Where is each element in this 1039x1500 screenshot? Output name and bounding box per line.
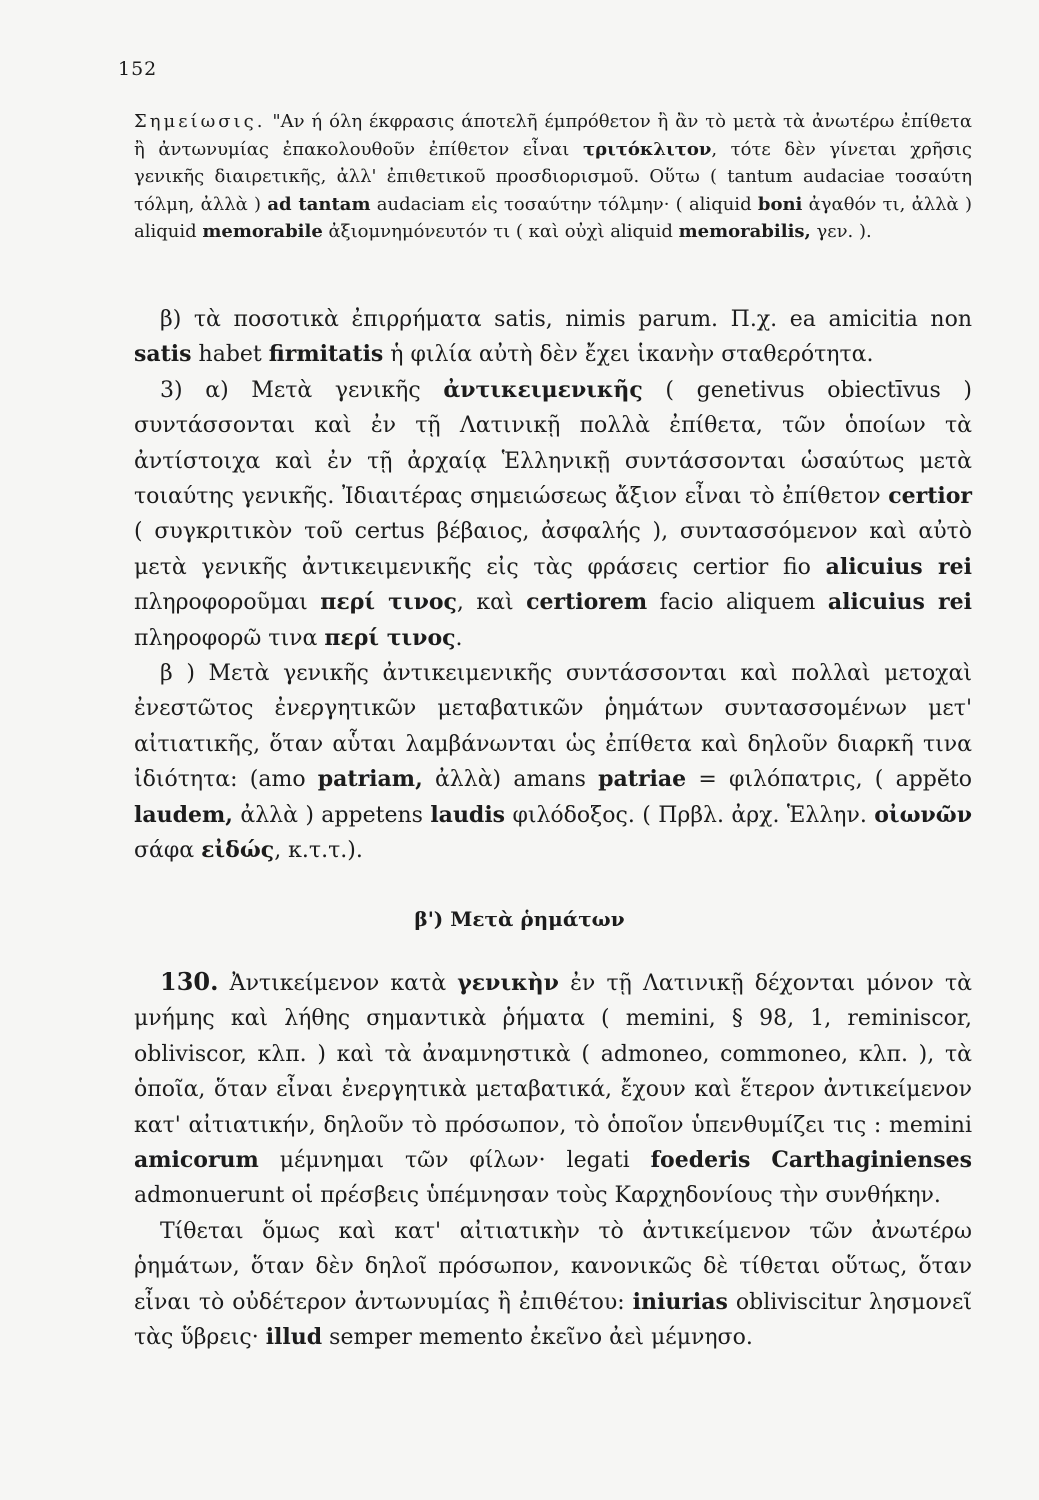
section-number: 130. [160, 967, 219, 996]
bold-term: οἰωνῶν [874, 801, 972, 828]
paragraph-accusative-object [134, 1214, 972, 1356]
text-run: β) τὰ ποσοτικὰ ἐπιρρήματα satis, nimis parum. Π.χ. ea amicitia non [160, 307, 972, 332]
text-run: "Αν ή όλη έκφρασις άποτελῆ έμπρόθετον ἢ ἂν τὸ μετὰ τὰ ἀνωτέρω ἐπίθετα ἢ ἀντωνυμίας ἐπακολουθοῦν ἐπίθετον εἶναι [134, 111, 972, 160]
note-label: Σημείωσις. [134, 111, 266, 132]
text-run: σάφα [134, 838, 202, 864]
paragraph-130 [134, 964, 972, 1214]
bold-term: γενικὴν [457, 970, 559, 996]
bold-term: foederis [650, 1147, 751, 1174]
bold-term: Carthaginienses [771, 1147, 972, 1174]
text-run: = φιλόπατρις, ( appĕto [686, 767, 972, 793]
bold-term: patriam, [317, 766, 423, 793]
paragraph-3a-objective-genitive [134, 373, 972, 656]
bold-term: patriae [598, 766, 687, 793]
text-run: ( genetivus obiectīvus ) συντάσσονται καὶ ἐν τῇ Λατινικῇ πολλὰ ἐπίθετα, τῶν ὁποίων τὰ ἀντίστοιχα καὶ ἐν τῇ ἀρχαίᾳ Ἑλληνικῇ συντάσσονται ὡσαύτως μετὰ τοιαύτης γενικῆς. Ἰδιαιτέρας σημειώσεως ἄξιον εἶναι τὸ ἐπίθετον [134, 377, 972, 510]
bold-term: satis [134, 341, 192, 368]
section-heading: β') Μετὰ ῥημάτων [414, 907, 625, 931]
text-run: μέμνημαι τῶν φίλων· legati [258, 1148, 651, 1174]
text-run: . [455, 625, 463, 651]
bold-term: memorabilis, [678, 221, 811, 242]
text-run: semper memento ἐκεῖνο ἀεὶ μέμνησο. [322, 1325, 753, 1351]
text-run: ἀλλὰ) amans [422, 767, 599, 793]
bold-term: εἰδώς [201, 837, 275, 864]
text-run: ἐν τῇ Λατινικῇ δέχονται μόνον τὰ μνήμης καὶ λήθης σημαντικὰ ῥήματα ( memini, § 98, 1, reminiscor, obliviscor, κλπ. ) καὶ τὰ ἀναμνηστικὰ ( admoneo, commoneo, κλπ. ), τὰ ὁποῖα, ὅταν εἶναι ἐνεργητικὰ μεταβατικά, ἔχουν καὶ ἕτερον ἀντικείμενον κατ' αἰτιατικήν, δηλοῦν τὸ πρόσωπον, τὸ ὁποῖον ὑπενθυμίζει τις : memini [134, 971, 972, 1138]
bold-term: certiorem [526, 589, 648, 616]
text-run: , κ.τ.τ.). [274, 838, 363, 864]
text-run [750, 1148, 771, 1173]
bold-term: περί τινος [324, 624, 456, 651]
bold-term: certior [888, 483, 972, 510]
bold-term: illud [265, 1324, 323, 1351]
text-run: admonuerunt οἱ πρέσβεις ὑπέμνησαν τοὺς Καρχηδονίους τὴν συνθήκην. [134, 1183, 941, 1209]
bold-term: firmitatis [268, 341, 384, 368]
text-run: πληροφορῶ τινα [134, 625, 325, 651]
bold-term: boni [757, 193, 803, 215]
main-text-lower [134, 964, 972, 1355]
text-run: ἀγαθόν τι, ἀλλὰ ) aliquid [134, 193, 972, 242]
text-run: facio aliquem [647, 590, 828, 616]
text-run: Ἀντικείμενον κατὰ [218, 971, 458, 996]
bold-term: laudem, [134, 801, 233, 828]
text-run: ἀξιομνημόνευτόν τι ( καὶ οὐχὶ aliquid [322, 221, 679, 242]
bold-term: ad tantam [267, 193, 371, 215]
text-run: ἀλλὰ ) appetens [232, 802, 431, 828]
paragraph-3b-participles [134, 656, 972, 868]
bold-term: laudis [430, 801, 506, 828]
bold-term: τριτόκλιτον [582, 138, 712, 160]
bold-term: alicuius rei [827, 589, 973, 616]
text-run: ( συγκριτικὸν τοῦ certus βέβαιος, ἀσφαλής ), συντασσόμενον καὶ αὐτὸ μετὰ γενικῆς ἀντικειμενικῆς εἰς τὰς φράσεις certior fio [134, 519, 972, 580]
bold-term: ἀντικειμενικῆς [443, 376, 643, 403]
note-paragraph [134, 108, 972, 246]
text-run: γεν. ). [810, 221, 872, 242]
page-number: 152 [118, 58, 158, 80]
text-run: , τότε δὲν γίνεται χρῆσις γενικῆς διαιρετικῆς, ἀλλ' ἐπιθετικοῦ προσδιορισμοῦ. Οὕτω ( tantum audaciae τοσαύτη τόλμη, ἀλλὰ ) [134, 138, 973, 215]
paragraph-beta-adverbs [134, 302, 972, 373]
bold-term: alicuius rei [825, 553, 972, 580]
text-run: , καὶ [456, 590, 527, 616]
main-text-upper [134, 302, 972, 869]
text-run: obliviscitur λησμονεῖ τὰς ὕβρεις· [134, 1289, 973, 1351]
text-run: Τίθεται ὅμως καὶ κατ' αἰτιατικὴν τὸ ἀντικείμενον τῶν ἀνωτέρω ῥημάτων, ὅταν δὲν δηλοῖ πρόσωπον, κανονικῶς δὲ τίθεται οὕτως, ὅταν εἶναι τὸ οὐδέτερον ἀντωνυμίας ἢ ἐπιθέτου: [134, 1218, 972, 1315]
bold-term: memorabile [202, 221, 323, 242]
bold-term: amicorum [134, 1147, 259, 1174]
text-run: audaciam εἰς τοσαύτην τόλμην· ( aliquid [370, 193, 758, 215]
text-run: φιλόδοξος. ( Πρβλ. ἀρχ. Ἑλλην. [505, 802, 875, 828]
bold-term: περί τινος [320, 589, 457, 616]
text-run: 3) α) Μετὰ γενικῆς [160, 377, 444, 403]
text-run: ἡ φιλία αὐτὴ δὲν ἔχει ἱκανὴν σταθερότητα. [383, 342, 874, 368]
text-run: habet [191, 342, 269, 368]
bold-term: iniurias [632, 1288, 728, 1315]
text-run: β ) Μετὰ γενικῆς ἀντικειμενικῆς συντάσσονται καὶ πολλαὶ μετοχαὶ ἐνεστῶτος ἐνεργητικῶν μεταβατικῶν ῥημάτων συντασσομένων μετ' αἰτιατικῆς, ὅταν αὗται λαμβάνωνται ὡς ἐπίθετα καὶ δηλοῦν διαρκῆ τινα ἰδιότητα: (amo [134, 661, 972, 793]
text-run: πληροφοροῦμαι [134, 590, 321, 616]
